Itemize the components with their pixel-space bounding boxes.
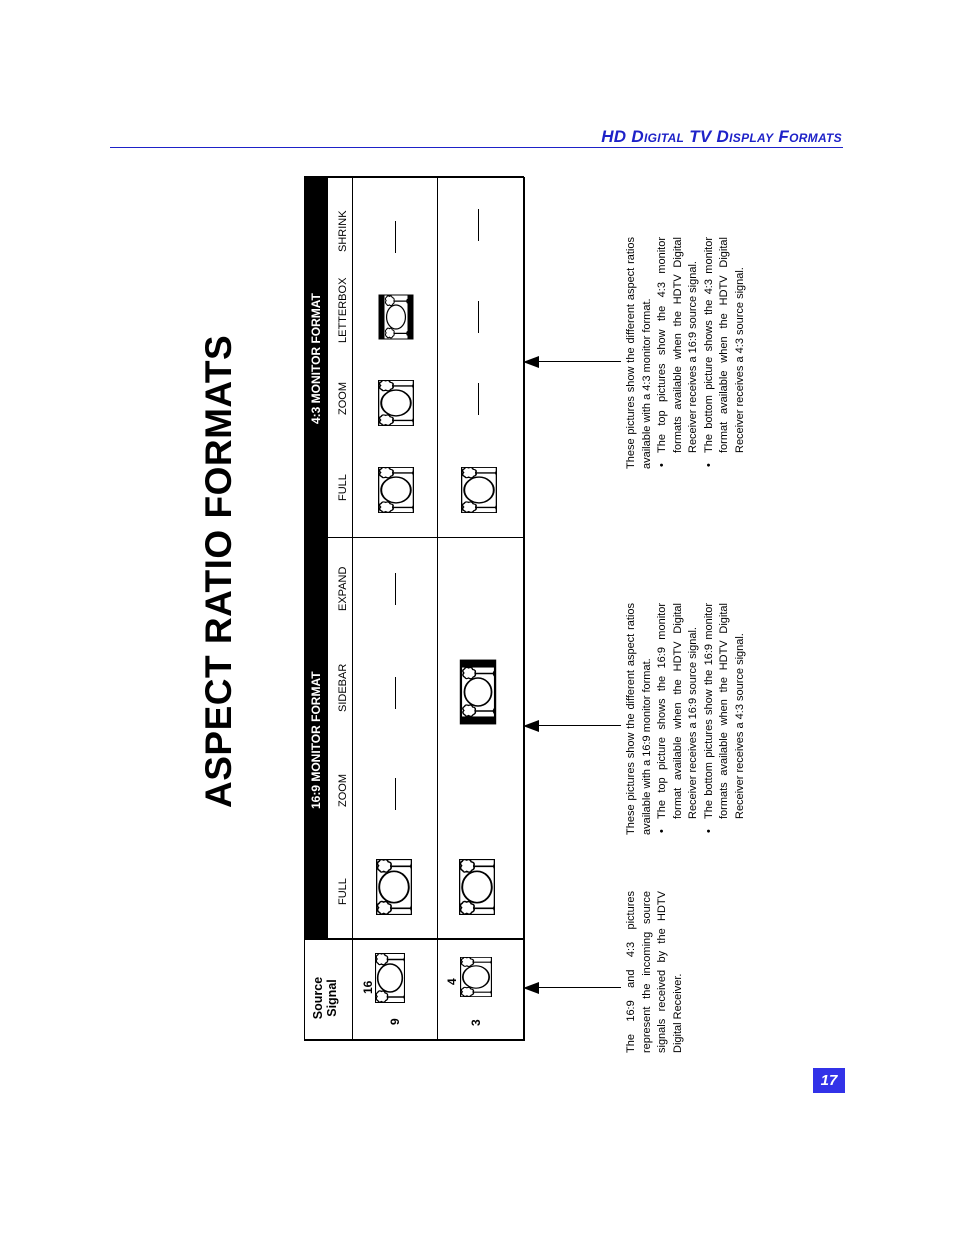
arrow-169-line <box>537 725 621 726</box>
col-43-shrink: SHRINK <box>337 210 349 252</box>
table-bottom-border <box>523 177 525 1041</box>
monitor-43-letterbox-43src-na <box>478 301 479 333</box>
arrow-43-head <box>523 356 539 368</box>
table-left-border <box>304 1039 524 1041</box>
monitor-169-full-169src-icon <box>376 859 412 915</box>
note-source-text: The 16:9 and 4:3 pictures represent the incoming source signals received by the HDTV Digital Receiver. <box>625 891 684 1053</box>
note-169 <box>624 603 748 835</box>
source-169-width-label: 16 <box>361 980 375 994</box>
col-169-expand: EXPAND <box>337 566 349 611</box>
col-169-sidebar: SIDEBAR <box>337 663 349 712</box>
monitor-43-full-43src-icon <box>461 467 497 513</box>
source-signal-header: Source Signal <box>311 976 339 1020</box>
note-43-bullet-1: • The top pictures show the 4:3 monitor formats available when the HDTV Digital Receiver receives a 16:9 source signal. <box>655 237 702 469</box>
note-169-intro: These pictures show the different aspect ratios available with a 16:9 monitor format. <box>625 603 653 835</box>
note-43-intro: These pictures show the different aspect ratios available with a 4:3 monitor format. <box>625 237 653 469</box>
note-43-bullet-2: • The bottom picture shows the 4:3 monitor format available when the HDTV Digital Receiver receives a 4:3 source signal. <box>702 237 749 469</box>
col-169-full: FULL <box>337 878 349 905</box>
monitor-169-zoom-169src-na <box>395 778 396 810</box>
source-43-picture-icon <box>460 957 492 997</box>
monitor-169-sidebar-169src-na <box>395 677 396 709</box>
monitor-43-letterbox-169src-icon <box>378 294 414 340</box>
note-169-bullet-2: • The bottom pictures show the 16:9 monitor formats available when the HDTV Digital Receiver receives a 4:3 source signal. <box>702 603 749 835</box>
group-43-title: 4:3 MONITOR FORMAT <box>309 293 323 424</box>
source-column-divider <box>304 938 524 940</box>
col-43-zoom: ZOOM <box>337 382 349 415</box>
monitor-43-zoom-43src-na <box>478 383 479 415</box>
monitor-169-sidebar-43src-icon <box>459 659 497 725</box>
table-right-border <box>304 176 524 178</box>
monitor-43-shrink-43src-na <box>478 209 479 241</box>
row-divider <box>437 177 438 1039</box>
col-43-full: FULL <box>337 474 349 501</box>
arrow-source-head <box>523 982 539 994</box>
arrow-169-head <box>523 720 539 732</box>
group-169-title: 16:9 MONITOR FORMAT <box>309 671 323 809</box>
page-title: ASPECT RATIO FORMATS <box>198 334 239 808</box>
arrow-source-line <box>537 987 621 988</box>
header-title: HD Digital TV Display Formats <box>601 127 842 146</box>
group-divider <box>328 537 524 538</box>
table-header-bar <box>304 177 328 940</box>
monitor-43-shrink-169src-na <box>395 221 396 253</box>
monitor-169-full-43src-icon <box>459 859 495 915</box>
note-source <box>624 891 686 1053</box>
note-169-bullet-1: • The top picture shows the 16:9 monitor format available when the HDTV Digital Receiver receives a 16:9 source signal. <box>655 603 702 835</box>
col-43-letterbox: LETTERBOX <box>337 277 349 343</box>
arrow-43-line <box>537 361 621 362</box>
source-43-height-label: 3 <box>469 1019 483 1026</box>
monitor-169-expand-169src-na <box>395 573 396 605</box>
col-169-zoom: ZOOM <box>337 774 349 807</box>
monitor-43-zoom-169src-icon <box>378 380 414 426</box>
source-169-height-label: 9 <box>388 1018 402 1025</box>
source-169-picture-icon <box>375 953 405 1003</box>
monitor-43-full-169src-icon <box>378 467 414 513</box>
note-43 <box>624 237 748 469</box>
page-number: 17 <box>813 1068 845 1093</box>
source-43-width-label: 4 <box>445 978 459 985</box>
column-header-divider <box>352 177 353 1039</box>
